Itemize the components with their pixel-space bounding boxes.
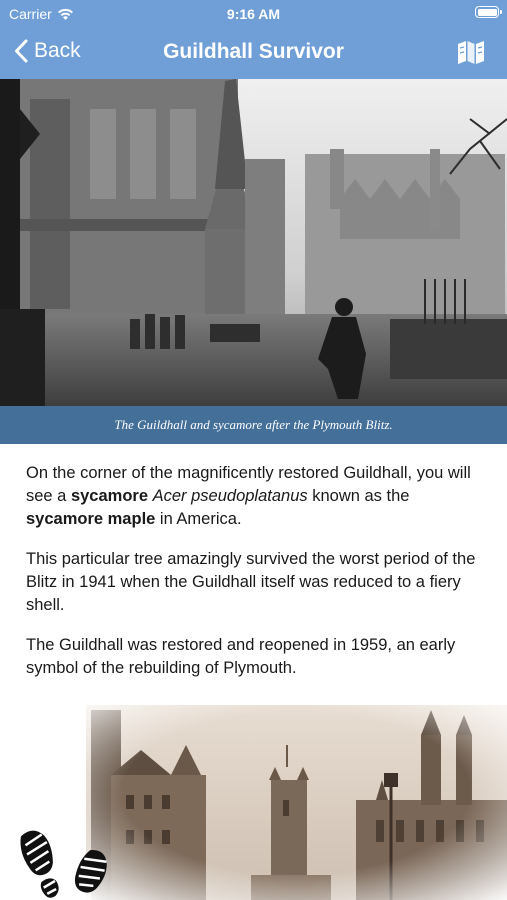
nav-bar	[0, 27, 507, 79]
navigation-header	[0, 0, 507, 79]
paragraph-intro	[26, 462, 488, 531]
photo-caption: The Guildhall and sycamore after the Plymouth Blitz.	[0, 406, 507, 444]
text-run: On the corner of the magnificently restored Guildhall, you will see a	[26, 464, 471, 505]
status-bar	[0, 0, 507, 27]
clock: 9:16 AM	[226, 6, 281, 22]
bold-term-sycamore-maple: sycamore maple	[26, 510, 156, 528]
text-run: in America.	[155, 510, 242, 528]
page-title: Guildhall Survivor	[163, 40, 344, 63]
map-icon[interactable]	[457, 40, 485, 66]
blitz-photo-illustration	[0, 79, 507, 406]
vintage-photo-plymouth	[86, 705, 507, 900]
latin-name: Acer pseudoplatanus	[152, 487, 308, 505]
sepia-photo-illustration	[86, 705, 507, 900]
back-label: Back	[34, 39, 81, 62]
hero-photo-guildhall-blitz	[0, 79, 507, 406]
paragraph-blitz: This particular tree amazingly survived the worst period of the Blitz in 1941 when the Guildhall itself was reduced to a fiery shell.	[26, 550, 476, 614]
bold-term-sycamore: sycamore	[70, 487, 149, 505]
battery-icon	[475, 6, 499, 18]
article-body	[26, 462, 488, 697]
paragraph-restored: The Guildhall was restored and reopened in 1959, an early symbol of the rebuilding of Plymouth.	[26, 636, 456, 677]
carrier-label: Carrier	[9, 6, 52, 22]
footprints-icon	[14, 822, 118, 900]
text-run: known as the	[307, 487, 410, 505]
